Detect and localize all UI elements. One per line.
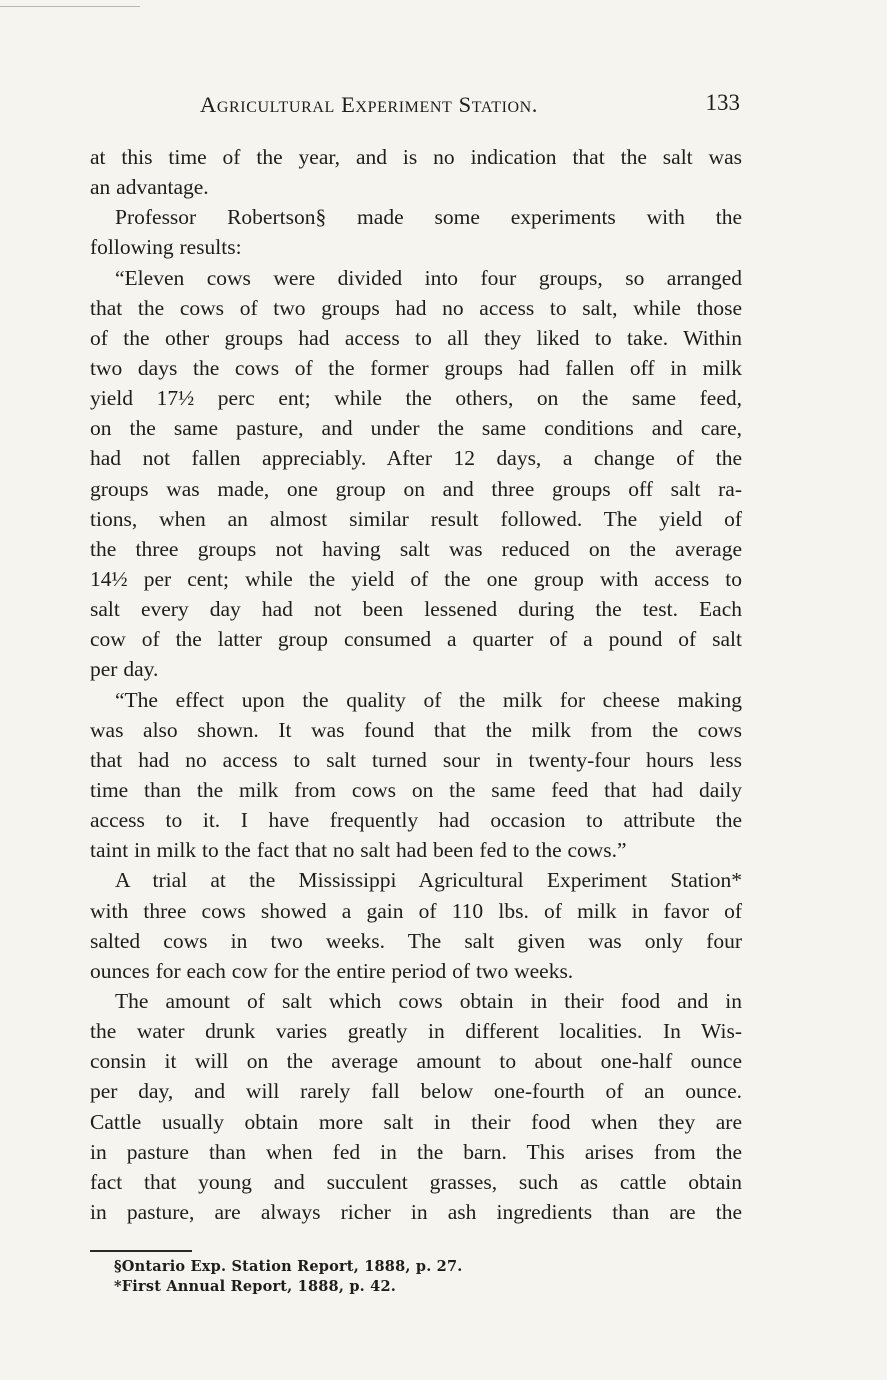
text-line: 14½ per cent; while the yield of the one group with access to — [90, 566, 742, 591]
body-text — [90, 142, 742, 1227]
text-line: taint in milk to the fact that no salt had been fed to the cows.” — [90, 838, 627, 863]
text-line: access to it. I have frequently had occasion to attribute the — [90, 808, 742, 833]
footnotes — [114, 1257, 714, 1297]
text-line: that had no access to salt turned sour in twenty-four hours less — [90, 747, 742, 772]
running-title: Agricultural Experiment Station. — [200, 92, 539, 117]
footnote-robertson: §Ontario Exp. Station Report, 1888, p. 27. — [114, 1258, 463, 1275]
text-line: Cattle usually obtain more salt in their food when they are — [90, 1109, 742, 1134]
text-line: “Eleven cows were divided into four groups, so arranged — [115, 265, 742, 290]
text-line: two days the cows of the former groups had fallen off in milk — [90, 355, 742, 380]
text-line: at this time of the year, and is no indication that the salt was — [90, 145, 742, 169]
text-line: following results: — [90, 235, 242, 260]
text-line: salted cows in two weeks. The salt given was only four — [90, 928, 742, 953]
text-line: with three cows showed a gain of 110 lbs. of milk in favor of — [90, 898, 742, 923]
text-line: per day. — [90, 657, 159, 682]
text-line: yield 17½ perc ent; while the others, on the same feed, — [90, 386, 742, 411]
text-line: per day, and will rarely fall below one-fourth of an ounce. — [90, 1079, 742, 1104]
text-line: the three groups not having salt was reduced on the average — [90, 536, 742, 561]
text-line: consin it will on the average amount to about one-half ounce — [90, 1049, 742, 1074]
page-number: 133 — [705, 90, 740, 115]
text-line: tions, when an almost similar result followed. The yield of — [90, 506, 742, 531]
text-line: in pasture than when fed in the barn. This arises from the — [90, 1139, 742, 1164]
text-line: on the same pasture, and under the same conditions and care, — [90, 416, 742, 441]
top-edge-rule — [0, 6, 140, 7]
text-line: time than the milk from cows on the same feed that had daily — [90, 777, 742, 802]
running-header — [90, 92, 742, 124]
text-line: groups was made, one group on and three groups off salt ra- — [90, 476, 742, 501]
text-line: an advantage. — [90, 175, 209, 200]
text-line: in pasture, are always richer in ash ingredients than are the — [90, 1199, 742, 1224]
text-line: that the cows of two groups had no access to salt, while those — [90, 295, 742, 320]
text-line: of the other groups had access to all they liked to take. Within — [90, 325, 742, 350]
text-line: fact that young and succulent grasses, such as cattle obtain — [90, 1169, 742, 1194]
text-line: cow of the latter group consumed a quarter of a pound of salt — [90, 627, 742, 652]
text-line: salt every day had not been lessened during the test. Each — [90, 597, 742, 622]
text-line: was also shown. It was found that the milk from the cows — [90, 717, 742, 742]
text-line: A trial at the Mississippi Agricultural Experiment Station* — [115, 868, 742, 893]
text-line: Professor Robertson§ made some experiments with the — [115, 205, 742, 230]
text-line: The amount of salt which cows obtain in their food and in — [115, 988, 742, 1013]
text-line: “The effect upon the quality of the milk for cheese making — [115, 687, 742, 712]
text-line: had not fallen appreciably. After 12 days, a change of the — [90, 446, 742, 471]
text-line: ounces for each cow for the entire period of two weeks. — [90, 958, 574, 983]
footnote-mississippi: *First Annual Report, 1888, p. 42. — [114, 1278, 396, 1295]
footnote-rule — [90, 1250, 192, 1252]
text-line: the water drunk varies greatly in different localities. In Wis- — [90, 1019, 742, 1044]
